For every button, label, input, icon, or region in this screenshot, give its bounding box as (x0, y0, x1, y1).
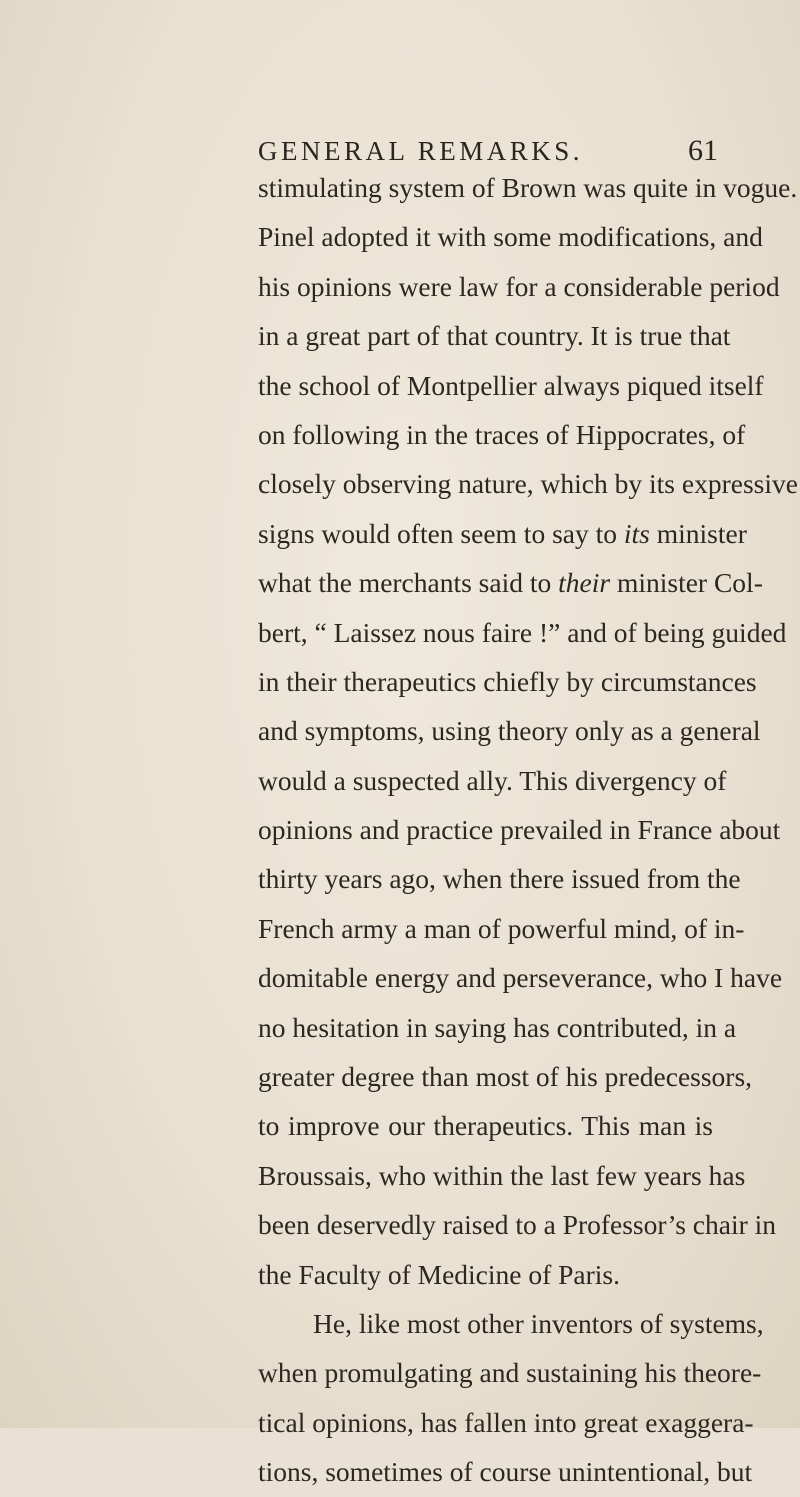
text-line: the school of Montpellier always piqued itself (258, 369, 764, 401)
text-line: would a suspected ally. This divergency of (258, 764, 727, 796)
text-line: tions, sometimes of course unintentional, but (258, 1456, 753, 1488)
text-line: opinions and practice prevailed in France about (258, 814, 781, 846)
text-line: his opinions were law for a considerable period (258, 270, 780, 302)
text-line: Broussais, who within the last few years has (258, 1159, 746, 1191)
text-line: Pinel adopted it with some modifications, and (258, 221, 763, 253)
text-line: greater degree than most of his predecessors, (258, 1061, 753, 1093)
text-line: closely observing nature, which by its expressive (258, 468, 798, 500)
paragraph (258, 163, 798, 1299)
text-line: the Faculty of Medicine of Paris. (258, 1258, 620, 1290)
text-line: He, like most other inventors of systems, (313, 1307, 764, 1339)
text-line: French army a man of powerful mind, of in- (258, 912, 745, 944)
text-line: in their therapeutics chiefly by circumstances (258, 665, 757, 697)
text-line: what the merchants said to their minister Col- (258, 567, 763, 599)
text-line: stimulating system of Brown was quite in vogue. (258, 172, 798, 203)
page-number: 61 (688, 134, 718, 167)
paragraph (258, 1299, 764, 1497)
text-line: been deservedly raised to a Professor’s chair in (258, 1209, 777, 1241)
body-text (258, 163, 798, 1497)
text-line: bert, “ Laissez nous faire !” and of being guided (258, 616, 787, 648)
text-line: signs would often seem to say to its minister (258, 517, 747, 549)
text-line: in a great part of that country. It is true that (258, 320, 731, 352)
text-line: tical opinions, has fallen into great exaggera- (258, 1406, 754, 1438)
text-line: to improve our therapeutics. This man is (258, 1110, 713, 1142)
text-line: on following in the traces of Hippocrates, of (258, 418, 746, 450)
text-line: and symptoms, using theory only as a general (258, 715, 761, 747)
text-line: thirty years ago, when there issued from the (258, 863, 741, 895)
text-line: domitable energy and perseverance, who I have (258, 962, 783, 994)
running-head: GENERAL REMARKS. (258, 136, 584, 166)
text-line: no hesitation in saying has contributed, in a (258, 1011, 737, 1043)
text-line: when promulgating and sustaining his theore- (258, 1357, 762, 1389)
